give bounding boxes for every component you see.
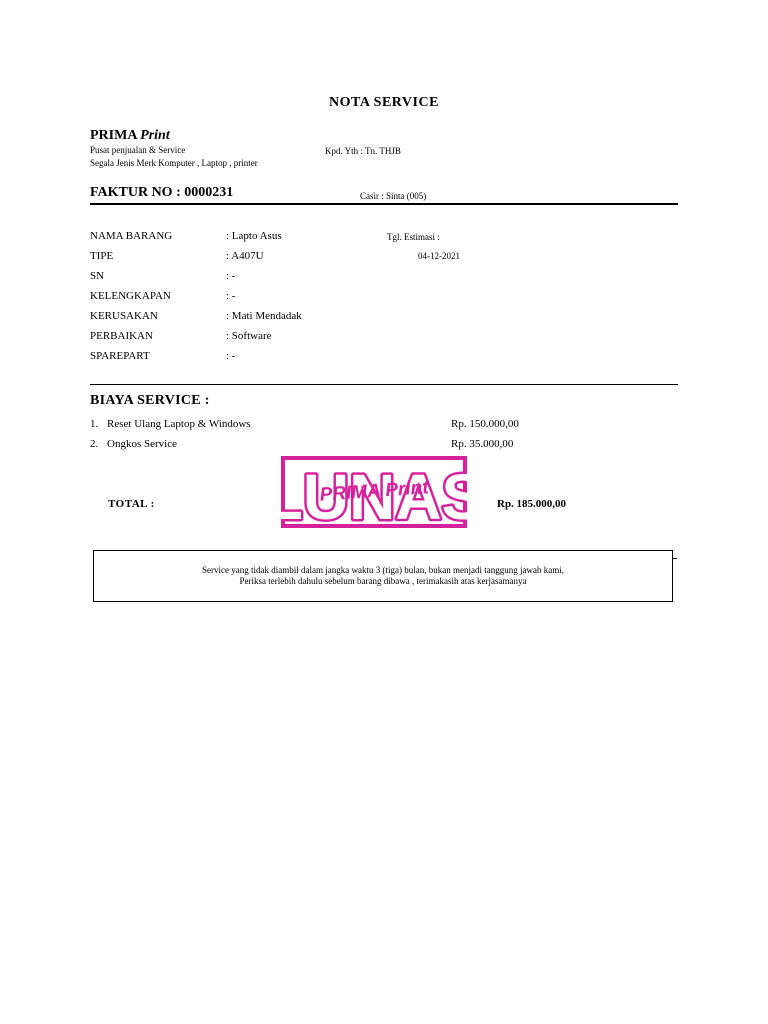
service-item-price: Rp. 35.000,00 (451, 438, 514, 450)
company-name-main: PRIMA (90, 128, 137, 143)
company-tagline-1: Pusat penjualan & Service (90, 145, 186, 155)
recipient: Kpd. Yth : Tn. THJB (325, 146, 401, 156)
service-item-number: 2. (90, 438, 99, 450)
total-label: TOTAL : (108, 498, 155, 510)
service-item-desc: Ongkos Service (107, 438, 177, 450)
disclaimer-line-1: Service yang tidak diambil dalam jangka waktu 3 (tiga) bulan, bukan menjadi tanggung jawab kami, (202, 565, 564, 575)
details-divider (90, 384, 678, 385)
detail-label: KERUSAKAN (90, 310, 158, 322)
paid-stamp (281, 456, 467, 533)
company-name (90, 128, 170, 144)
company-tagline-2: Segala Jenis Merk Komputer , Laptop , printer (90, 158, 258, 168)
detail-value: : A407U (226, 250, 264, 262)
detail-value: : - (226, 270, 236, 282)
detail-value: : Software (226, 330, 272, 342)
disclaimer-box (93, 550, 673, 602)
stamp-small-text: PRIMA Print (318, 477, 430, 506)
service-item-price: Rp. 150.000,00 (451, 418, 519, 430)
detail-label: SN (90, 270, 105, 282)
detail-label: KELENGKAPAN (90, 290, 171, 302)
detail-value: : Lapto Asus (226, 230, 282, 242)
detail-value: : Mati Mendadak (226, 310, 302, 322)
detail-label: SPAREPART (90, 350, 150, 362)
service-item-desc: Reset Ulang Laptop & Windows (107, 418, 251, 430)
cashier: Casir : Sinta (005) (360, 191, 427, 201)
detail-label: TIPE (90, 250, 114, 262)
stamp-big-text: LUNAS (281, 461, 467, 528)
company-name-suffix: Print (140, 128, 170, 143)
service-item-number: 1. (90, 418, 99, 430)
document-title: NOTA SERVICE (329, 95, 439, 110)
total-value: Rp. 185.000,00 (497, 498, 567, 510)
line-stub (673, 558, 677, 559)
stamp-big-text-outline: LUNAS (281, 461, 467, 528)
disclaimer-line-2: Periksa terlebih dahulu sebelum barang dibawa , terimakasih atas kerjasamanya (239, 576, 527, 586)
stamp-graphic (281, 456, 467, 528)
detail-value: : - (226, 290, 236, 302)
service-heading: BIAYA SERVICE : (90, 393, 210, 408)
detail-value: : - (226, 350, 236, 362)
detail-label: NAMA BARANG (90, 230, 173, 242)
header-divider (90, 203, 678, 205)
invoice-number: FAKTUR NO : 0000231 (90, 185, 234, 200)
estimate-date: 04-12-2021 (418, 251, 460, 261)
estimate-label: Tgl. Estimasi : (387, 232, 440, 242)
detail-label: PERBAIKAN (90, 330, 153, 342)
